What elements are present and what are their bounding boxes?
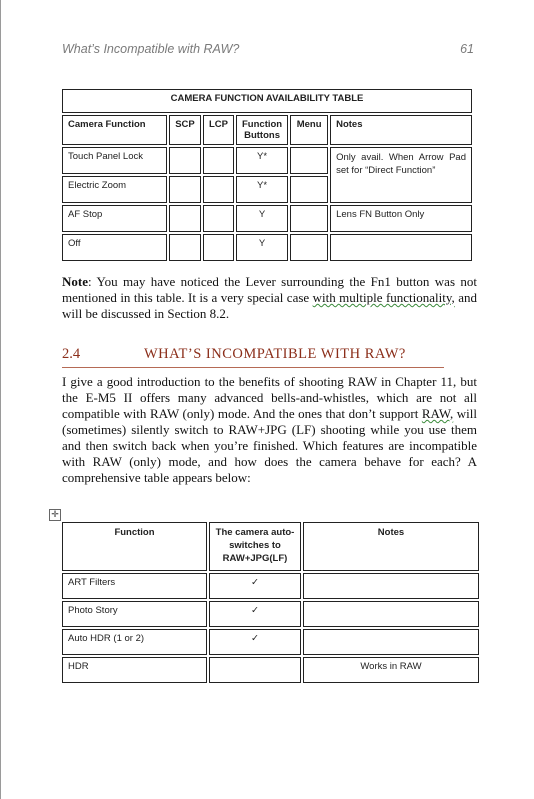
cell-lcp <box>203 147 234 174</box>
column-header: Function <box>62 522 207 571</box>
column-header: Notes <box>303 522 479 571</box>
grammar-flagged-text[interactable]: RAW, <box>421 406 454 421</box>
section-number: 2.4 <box>62 346 81 362</box>
body-text-end: will (sometimes) silently switch to RAW+JPG (LF) shooting while you use them and then switch back when you’re finished. Which features are incompatible with RAW (only) mode, and how does the camera behave for each? A comprehensive table appears below: <box>62 406 477 485</box>
grammar-flagged-text[interactable]: with multiple functionality, <box>312 290 455 305</box>
note-label: Note <box>62 274 88 289</box>
column-header: LCP <box>203 115 234 145</box>
note-paragraph <box>62 274 477 322</box>
column-header: Camera Function <box>62 115 167 145</box>
cell-function: Electric Zoom <box>62 176 167 203</box>
cell-scp <box>169 147 201 174</box>
cell-auto-switch <box>209 657 301 683</box>
cell-function: Photo Story <box>62 601 207 627</box>
cell-notes-merged: Only avail. When Arrow Pad set for “Direct Function” <box>330 147 472 203</box>
cell-auto-switch: ✓ <box>209 601 301 627</box>
cell-function: Touch Panel Lock <box>62 147 167 174</box>
table-row <box>62 629 479 655</box>
cell-menu <box>290 176 328 203</box>
table-row <box>62 601 479 627</box>
cell-function: ART Filters <box>62 573 207 599</box>
body-paragraph <box>62 374 477 486</box>
cell-scp <box>169 176 201 203</box>
column-header: Function Buttons <box>236 115 288 145</box>
cell-notes <box>303 629 479 655</box>
cell-menu <box>290 205 328 232</box>
cell-auto-switch: ✓ <box>209 573 301 599</box>
camera-function-availability-table <box>60 87 474 263</box>
running-header-title: What’s Incompatible with RAW? <box>62 42 240 56</box>
table-row <box>62 234 472 261</box>
cell-notes <box>330 234 472 261</box>
cell-lcp <box>203 205 234 232</box>
table-row <box>62 147 472 174</box>
table-header-row <box>62 522 479 571</box>
cell-notes: Works in RAW <box>303 657 479 683</box>
note-text: : You may have noticed the Lever surrounding the Fn1 button was not mentioned in this table. It is a very special case <box>62 274 477 305</box>
raw-incompatibility-table <box>60 520 481 685</box>
table-row <box>62 657 479 683</box>
cell-function-buttons: Y* <box>236 147 288 174</box>
cell-scp <box>169 205 201 232</box>
cell-function: Auto HDR (1 or 2) <box>62 629 207 655</box>
cell-scp <box>169 234 201 261</box>
column-header: The camera auto-switches to RAW+JPG(LF) <box>209 522 301 571</box>
cell-function: AF Stop <box>62 205 167 232</box>
body-text: I give a good introduction to the benefits of shooting RAW in Chapter 11, but the E-M5 II offers many advanced bells-and-whistles, which are not all compatible with RAW (only) mode. And the ones that don’t support <box>62 374 477 421</box>
table-header-row <box>62 115 472 145</box>
cell-notes <box>303 573 479 599</box>
cell-auto-switch: ✓ <box>209 629 301 655</box>
table-caption: CAMERA FUNCTION AVAILABILITY TABLE <box>62 89 472 113</box>
page-number: 61 <box>460 42 474 56</box>
cell-function-buttons: Y <box>236 205 288 232</box>
table-row <box>62 573 479 599</box>
cell-function-buttons: Y* <box>236 176 288 203</box>
page-left-edge <box>0 0 1 799</box>
column-header: Menu <box>290 115 328 145</box>
table-move-handle-icon[interactable]: ✛ <box>49 509 61 521</box>
section-heading <box>62 346 444 368</box>
column-header: SCP <box>169 115 201 145</box>
cell-function-buttons: Y <box>236 234 288 261</box>
cell-notes: Lens FN Button Only <box>330 205 472 232</box>
cell-lcp <box>203 176 234 203</box>
section-title: WHAT’S INCOMPATIBLE WITH RAW? <box>144 346 406 362</box>
cell-lcp <box>203 234 234 261</box>
note-text-end: and will be discussed in Section 8.2. <box>62 290 477 321</box>
cell-menu <box>290 234 328 261</box>
cell-function: HDR <box>62 657 207 683</box>
cell-notes <box>303 601 479 627</box>
column-header: Notes <box>330 115 472 145</box>
cell-function: Off <box>62 234 167 261</box>
table-row <box>62 205 472 232</box>
cell-menu <box>290 147 328 174</box>
